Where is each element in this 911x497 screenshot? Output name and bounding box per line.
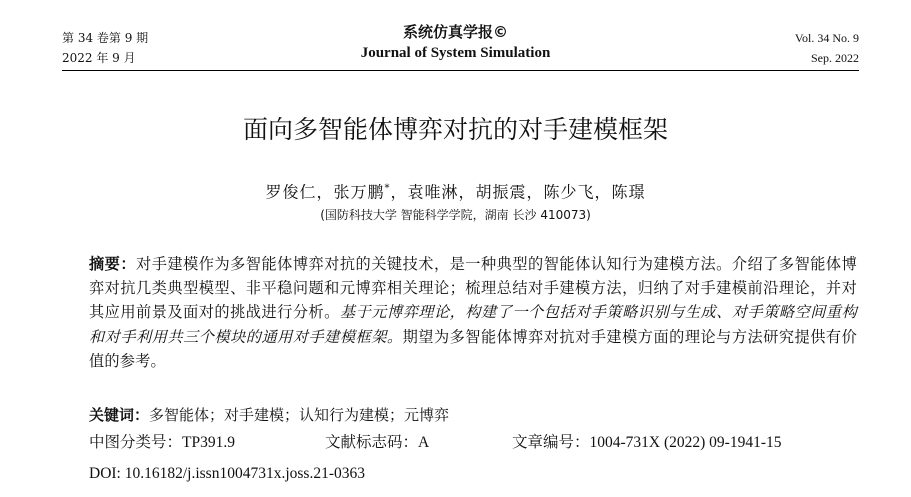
journal-name-en: Journal of System Simulation [360, 45, 551, 61]
doi: DOI: 10.16182/j.issn1004731x.joss.21-0363 [89, 465, 365, 482]
journal-name-cn: 系统仿真学报© [402, 23, 508, 41]
affiliation: (国防科技大学 智能科学学院，湖南 长沙 410073) [320, 208, 591, 222]
abstract-label: 摘要： [89, 255, 137, 273]
abstract-text-2: 期望为多智能体博弈对抗对手建模方面的理论与方法研究提供有价值的参考。 [89, 327, 857, 370]
authors-part-2: ，袁唯淋，胡振震，陈少飞，陈璟 [390, 182, 646, 202]
volume-issue-cn: 第 34 卷第 9 期 [62, 31, 149, 45]
abstract-text-italic: 基于元博弈理论，构建了一个包括对手策略识别与生成、对手策略空间重构和对手利用共三个模块的通用对手建模框架。 [89, 303, 857, 346]
keywords-label: 关键词： [89, 406, 150, 424]
authors-part-1: 罗俊仁，张万鹏 [265, 182, 385, 202]
author-list [0, 177, 911, 204]
volume-issue-en: Vol. 34 No. 9 [794, 31, 859, 45]
article-title: 面向多智能体博弈对抗的对手建模框架 [242, 115, 668, 144]
journal-masthead [0, 22, 911, 64]
keywords [89, 404, 449, 426]
abstract-text-1: 对手建模作为多智能体博弈对抗的关键技术，是一种典型的智能体认知行为建模方法。介绍了多智能体博弈对抗几类典型模型、非平稳问题和元博弈相关理论；梳理总结对手建模方法，归纳了对手建模前沿理论，并对其应用前景及面对的挑战进行分析。 [89, 255, 857, 322]
date-en: Sep. 2022 [811, 51, 859, 65]
header-right [795, 28, 859, 68]
keywords-text: 多智能体；对手建模；认知行为建模；元博弈 [149, 406, 450, 424]
abstract [89, 252, 857, 373]
article-number: 文章编号：1004-731X (2022) 09-1941-15 [512, 434, 782, 451]
document-code: 文献标志码：A [325, 434, 430, 451]
corresponding-author-mark: * [384, 183, 391, 194]
clc-number: 中图分类号：TP391.9 [89, 434, 235, 451]
header-divider [62, 70, 859, 71]
date-cn: 2022 年 9 月 [62, 51, 136, 65]
